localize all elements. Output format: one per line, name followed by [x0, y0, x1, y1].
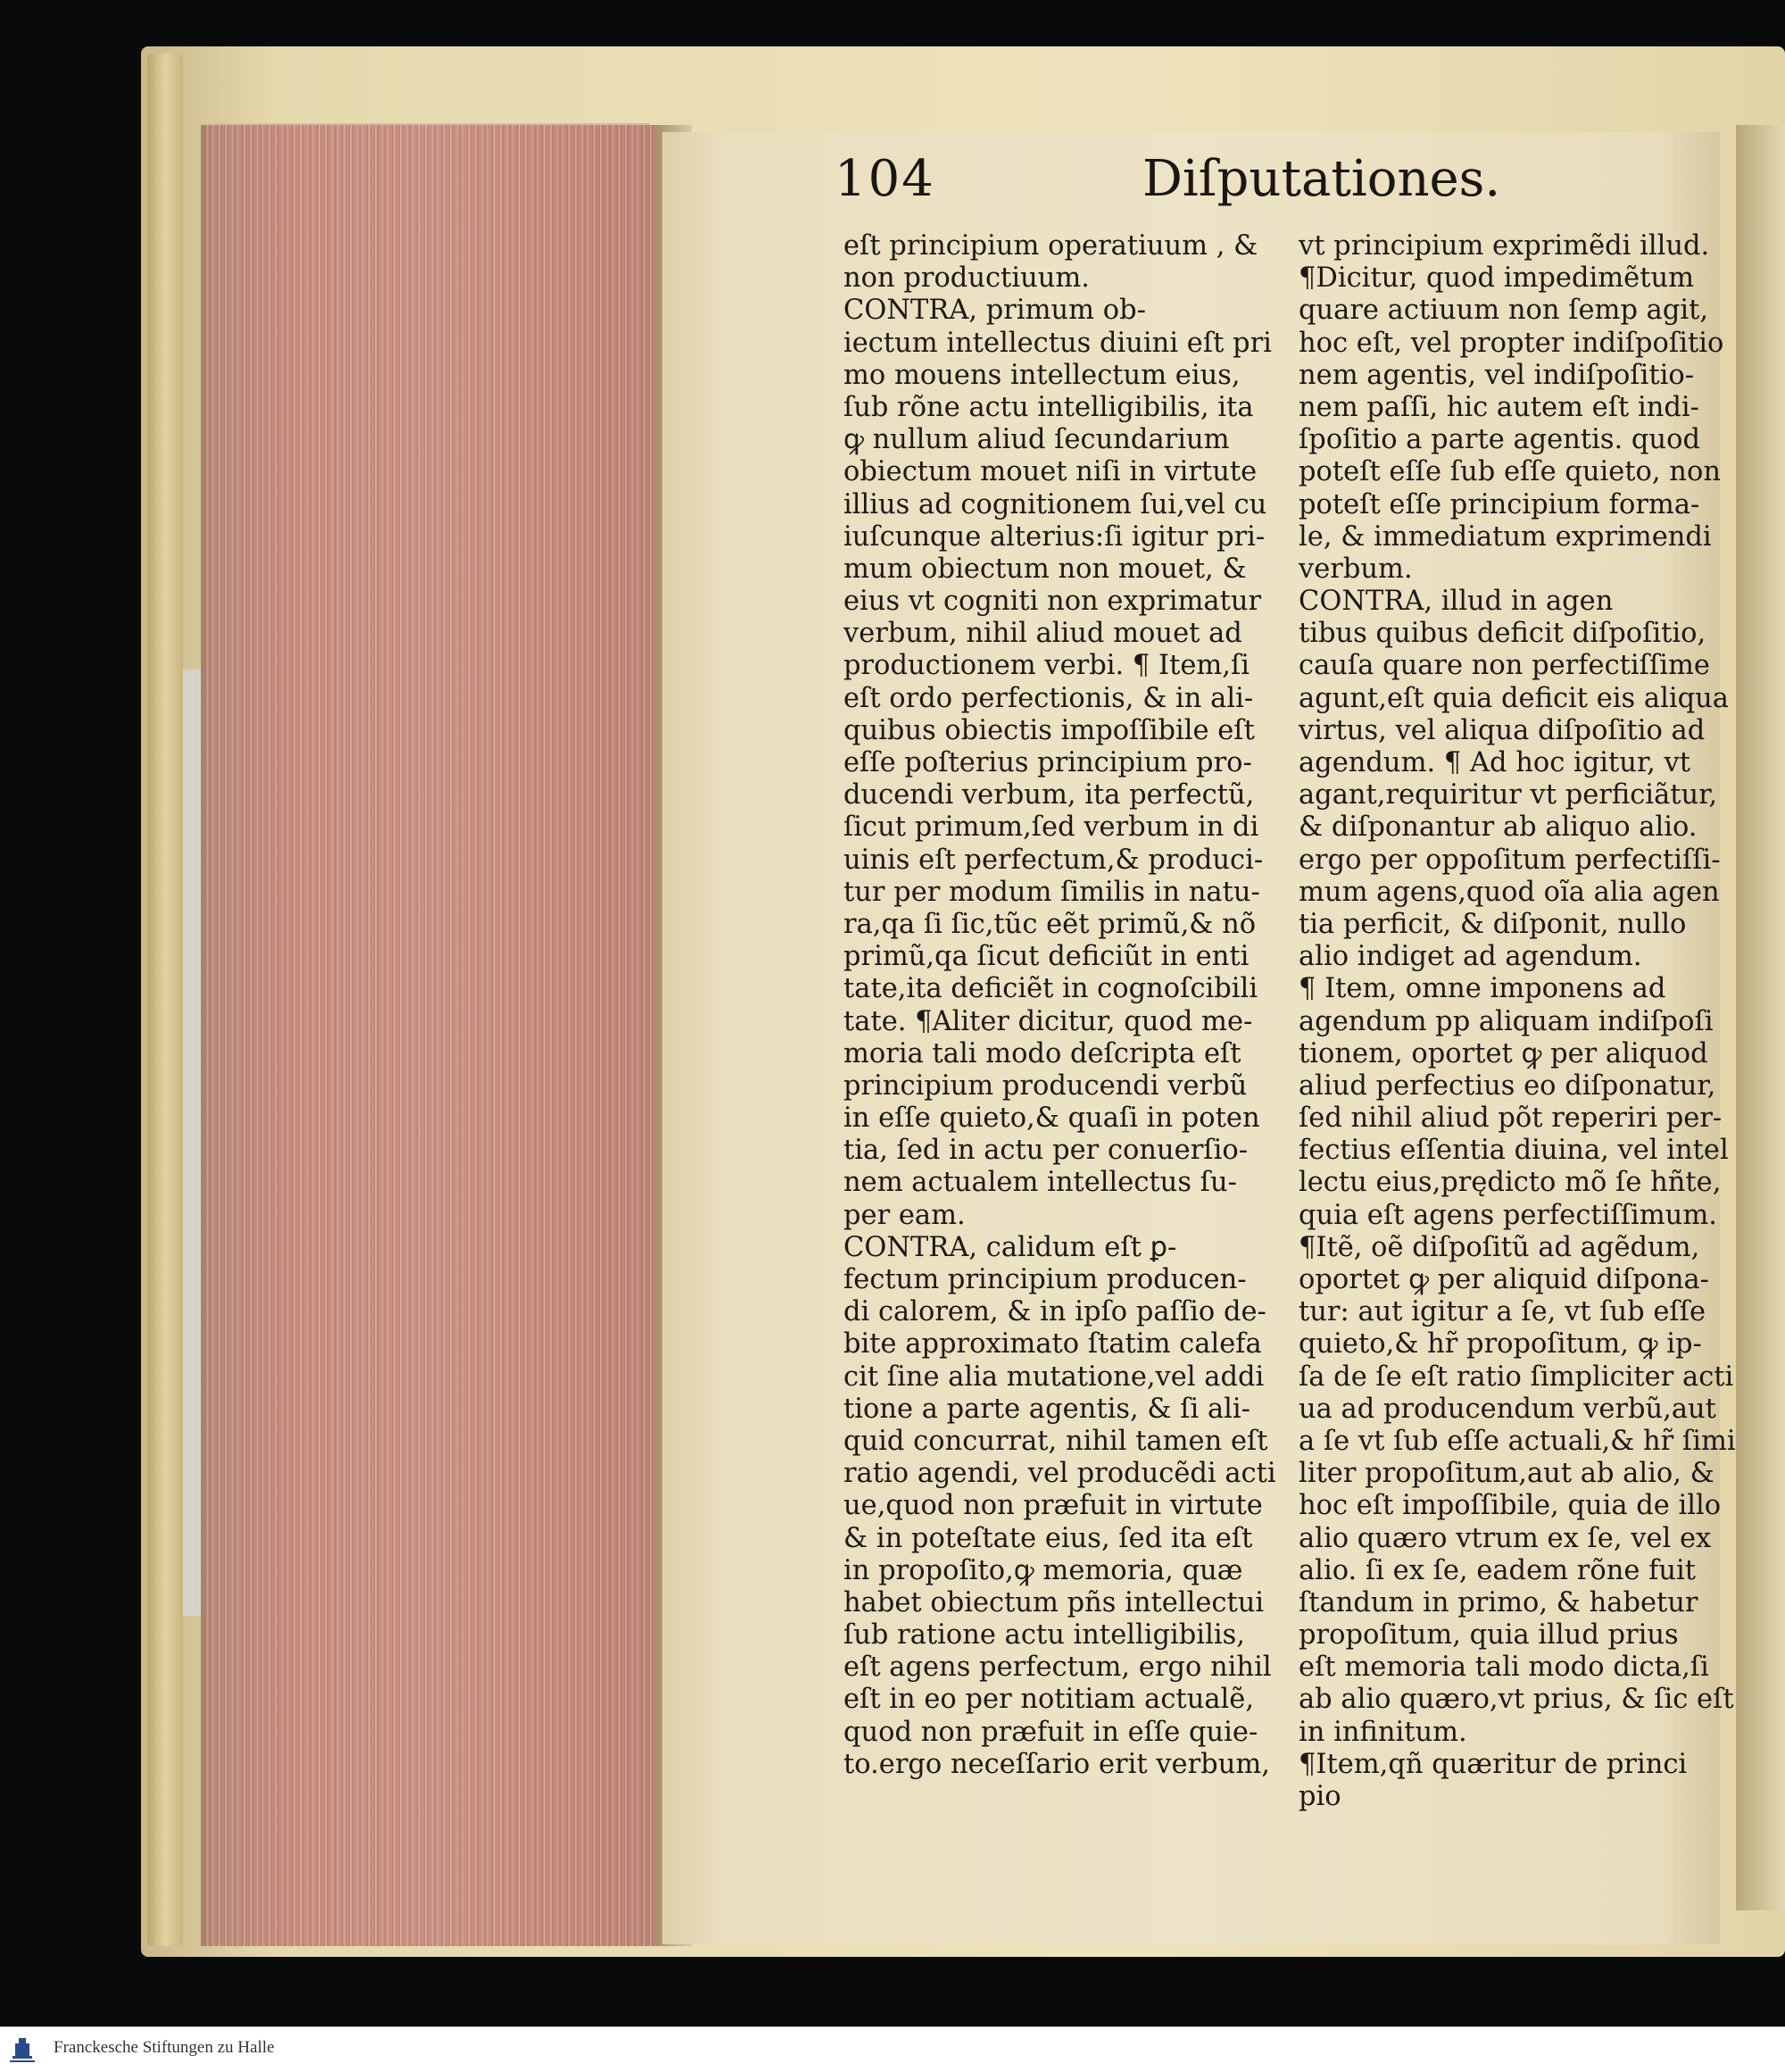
text-column-left [843, 230, 1276, 1781]
text-line: primũ,qa ſicut deficiũt in enti [843, 941, 1250, 973]
text-line: tia perficit, & diſponit, nullo [1299, 908, 1687, 940]
text-line: ducendi verbum, ita perfectũ, [843, 779, 1255, 811]
text-line: ſicut primum,ſed verbum in di [843, 811, 1259, 844]
text-line: & in poteſtate eius, ſed ita eſt [843, 1522, 1253, 1554]
text-line: eſt agens perfectum, ergo nihil [843, 1652, 1272, 1684]
text-line: le, & immediatum exprimendi [1299, 520, 1712, 553]
text-line: ſtandum in primo, & habetur [1299, 1586, 1698, 1618]
text-line: in propoſito,ꝙ memoria, quæ [843, 1554, 1243, 1586]
text-line: agendum pp aliquam indiſpoſi [1299, 1005, 1714, 1037]
text-line: & diſponantur ab aliquo alio. [1299, 811, 1698, 844]
text-line: to.ergo neceſſario erit verbum, [843, 1748, 1270, 1780]
text-line: iectum intellectus diuini eſt pri [843, 327, 1272, 359]
text-line: principium producendi verbũ [843, 1069, 1248, 1102]
text-line: CONTRA, primum ob- [843, 295, 1146, 327]
text-line: liter propoſitum,aut ab alio, & [1299, 1458, 1714, 1490]
text-line: alio. ſi ex ſe, eadem rõne fuit [1299, 1554, 1697, 1586]
page-number: 104 [834, 150, 935, 208]
institution-name: Franckesche Stiftungen zu Halle [54, 2038, 275, 2057]
text-line: nem agentis, vel indiſpoſitio- [1299, 359, 1695, 391]
text-line: CONTRA, calidum eſt ꝑ- [843, 1231, 1177, 1263]
text-line: moria tali modo deſcripta eſt [843, 1037, 1241, 1069]
text-line: ab alio quæro,vt prius, & ſic eſt [1299, 1684, 1734, 1716]
text-line: productionem verbi. ¶ Item,ſi [843, 650, 1250, 682]
text-line: tate. ¶Aliter dicitur, quod me- [843, 1005, 1253, 1037]
red-page-edges [201, 125, 661, 1946]
text-line: in eſſe quieto,& quaſi in poten [843, 1103, 1260, 1135]
facing-page-edge [1736, 125, 1785, 1910]
text-line: quare actiuum non ſemp agit, [1299, 295, 1709, 327]
text-line: eſt principium operatiuum , & [843, 230, 1258, 262]
institution-logo-icon [5, 2033, 39, 2067]
text-line: tibus quibus deficit diſpoſitio, [1299, 618, 1706, 650]
text-line: tionem, oportet ꝙ per aliquod [1299, 1037, 1708, 1069]
text-line: eſt ordo perfectionis, & in ali- [843, 682, 1254, 714]
text-line: agant,requiritur vt perficiãtur, [1299, 779, 1718, 811]
text-line: lectu eius,prędicto mõ ſe hñte, [1299, 1167, 1722, 1199]
text-line: pio [1299, 1781, 1341, 1812]
text-line: di calorem, & in ipſo paſſio de- [843, 1296, 1266, 1328]
running-title: Diſputationes. [1142, 150, 1501, 208]
text-line: tur per modum ſimilis in natu- [843, 876, 1260, 908]
text-column-right [1299, 230, 1736, 1813]
text-line: alio quæro vtrum ex ſe, vel ex [1299, 1522, 1712, 1554]
text-line: iuſcunque alterius:ſi igitur pri- [843, 520, 1266, 553]
cover-spine [147, 54, 183, 1946]
text-line: cauſa quare non perfectiſſime [1299, 650, 1710, 682]
text-line: ſub ratione actu intelligibilis, [843, 1619, 1245, 1652]
text-line: uinis eſt perfectum,& produci- [843, 844, 1264, 876]
text-line: verbum, nihil aliud mouet ad [843, 618, 1242, 650]
text-line: ſpoſitio a parte agentis. quod [1299, 424, 1700, 456]
text-line: fectius eſſentia diuina, vel intel [1299, 1135, 1729, 1167]
text-line: propoſitum, quia illud prius [1299, 1619, 1679, 1652]
text-line: CONTRA, illud in agen [1299, 586, 1614, 618]
text-line: ue,quod non præfuit in virtute [843, 1490, 1263, 1522]
text-line: ra,qa ſi ſic,tũc eẽt primũ,& nõ [843, 908, 1257, 940]
text-line: ratio agendi, vel producẽdi acti [843, 1458, 1276, 1490]
text-line: in infinitum. [1299, 1716, 1467, 1748]
running-head [834, 150, 1501, 221]
text-line: virtus, vel aliqua diſpoſitio ad [1299, 714, 1706, 746]
text-line: mum agens,quod oĩa alia agen [1299, 876, 1720, 908]
text-line: eſt memoria tali modo dicta,ſi [1299, 1652, 1709, 1684]
footer-bar [0, 2026, 1785, 2072]
text-line: agendum. ¶ Ad hoc igitur, vt [1299, 747, 1691, 778]
text-line: alio indiget ad agendum. [1299, 941, 1642, 973]
text-line: ¶Itẽ, oẽ diſpoſitũ ad agẽdum, [1299, 1231, 1700, 1263]
text-line: hoc eſt, vel propter indiſpoſitio [1299, 327, 1724, 359]
text-line: mum obiectum non mouet, & [843, 553, 1247, 585]
text-line: aliud perfectius eo diſponatur, [1299, 1069, 1716, 1102]
text-line: nem paſſi, hic autem eſt indi- [1299, 391, 1699, 423]
text-line: ¶Dicitur, quod impedimẽtum [1299, 262, 1695, 295]
text-line: agunt,eſt quia deficit eis aliqua [1299, 682, 1729, 714]
text-line: obiectum mouet niſi in virtute [843, 456, 1258, 488]
text-line: eſt in eo per notitiam actualẽ, [843, 1684, 1255, 1716]
text-line: illius ad cognitionem ſui,vel cu [843, 488, 1267, 520]
text-line: ꝙ nullum aliud ſecundarium [843, 424, 1230, 456]
text-line: a ſe vt ſub eſſe actuali,& hr̃ ſimi [1299, 1425, 1736, 1457]
text-line: ua ad producendum verbũ,aut [1299, 1393, 1716, 1425]
text-line: eius vt cogniti non exprimatur [843, 586, 1262, 618]
text-line: eſſe poſterius principium pro- [843, 747, 1252, 778]
text-line: ergo per oppoſitum perfectiſſi- [1299, 844, 1721, 876]
text-line: ¶Item,qñ quæritur de princi [1299, 1748, 1688, 1780]
text-line: non productiuum. [843, 262, 1090, 295]
text-line: mo mouens intellectum eius, [843, 359, 1241, 391]
text-line: poteſt eſſe principium forma- [1299, 488, 1700, 520]
text-line: poteſt eſſe ſub eſſe quieto, non [1299, 456, 1721, 488]
text-line: bite approximato ſtatim calefa [843, 1328, 1262, 1361]
text-line: vt principium exprimẽdi illud. [1299, 230, 1710, 262]
text-line: ſa de ſe eſt ratio ſimpliciter acti [1299, 1361, 1734, 1393]
text-line: habet obiectum pñs intellectui [843, 1586, 1265, 1618]
text-line: verbum. [1299, 553, 1413, 585]
text-line: tione a parte agentis, & ſi ali- [843, 1393, 1250, 1425]
text-line: tia, ſed in actu per conuerſio- [843, 1135, 1249, 1167]
text-line: tate,ita deficiẽt in cognoſcibili [843, 973, 1258, 1005]
text-line: quibus obiectis impoſſibile eſt [843, 714, 1255, 746]
text-line: fectum principium producen- [843, 1264, 1247, 1295]
text-line: per eam. [843, 1199, 966, 1231]
text-line: quia eſt agens perfectiſſimum. [1299, 1199, 1717, 1231]
text-line: quieto,& hr̃ propoſitum, ꝙ ip- [1299, 1328, 1702, 1361]
text-line: cit ſine alia mutatione,vel addi [843, 1361, 1265, 1393]
text-line: ſub rõne actu intelligibilis, ita [843, 391, 1254, 423]
text-line: ¶ Item, omne imponens ad [1299, 973, 1666, 1005]
text-line: nem actualem intellectus ſu- [843, 1167, 1237, 1199]
text-line: hoc eſt impoſſibile, quia de illo [1299, 1490, 1722, 1522]
text-line: quid concurrat, nihil tamen eſt [843, 1425, 1268, 1457]
text-line: quod non præfuit in eſſe quie- [843, 1716, 1258, 1748]
text-line: ſed nihil aliud põt reperiri per- [1299, 1103, 1723, 1135]
text-line: tur: aut igitur a ſe, vt ſub eſſe [1299, 1296, 1706, 1328]
text-line: oportet ꝙ per aliquid diſpona- [1299, 1264, 1709, 1295]
